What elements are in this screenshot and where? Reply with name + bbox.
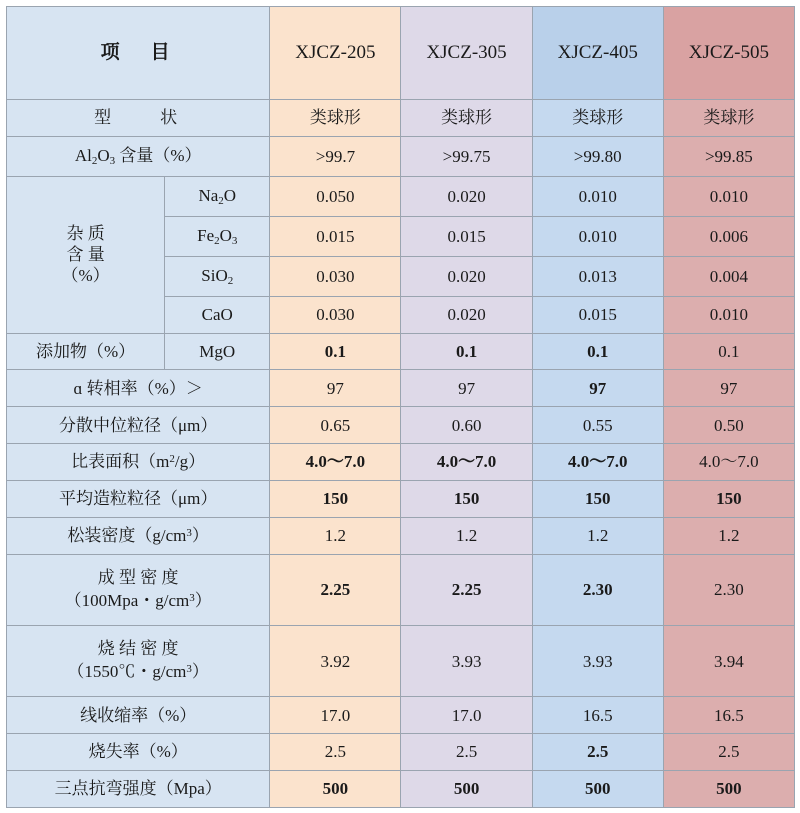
- sub-label-na2o: $Na_2O$: [165, 176, 270, 216]
- row-loss-on-ignition: [7, 734, 795, 771]
- header-col-xjcz-505: XJCZ-505: [663, 7, 794, 100]
- row-label-ssa: 比表面积$(m^2/g)$: [7, 444, 270, 481]
- cell-bulk-1: 1.2: [270, 517, 401, 554]
- cell-granule-1: 150: [270, 480, 401, 517]
- cell-mgo-4: 0.1: [663, 333, 794, 370]
- cell-bending-4: 500: [663, 771, 794, 808]
- cell-mgo-1: 0.1: [270, 333, 401, 370]
- cell-median-3: 0.55: [532, 407, 663, 444]
- cell-shrinkage-2: 17.0: [401, 697, 532, 734]
- cell-na2o-3: 0.010: [532, 176, 663, 216]
- cell-mgo-2: 0.1: [401, 333, 532, 370]
- cell-cao-4: 0.010: [663, 296, 794, 333]
- row-label-impurity: 杂 质 含 量 （%）: [7, 176, 165, 333]
- cell-ssa-3: 4.0～7.0: [532, 444, 663, 481]
- sub-label-cao: CaO: [165, 296, 270, 333]
- header-col-xjcz-405: XJCZ-405: [532, 7, 663, 100]
- row-label-granule-size: 平均造粒粒径（μm）: [7, 480, 270, 517]
- row-additive: [7, 333, 795, 370]
- cell-al2o3-1: >99.7: [270, 136, 401, 176]
- cell-sintered-1: 3.92: [270, 625, 401, 696]
- cell-fe2o3-2: 0.015: [401, 216, 532, 256]
- cell-alpha-4: 97: [663, 370, 794, 407]
- row-label-shape: 型 状: [7, 100, 270, 137]
- cell-shrinkage-4: 16.5: [663, 697, 794, 734]
- cell-ssa-2: 4.0～7.0: [401, 444, 532, 481]
- row-label-shrinkage: 线收缩率（%）: [7, 697, 270, 734]
- row-specific-surface-area: [7, 444, 795, 481]
- row-label-sintered-density: 烧 结 密 度 （1550℃・$g/cm^3$）: [7, 625, 270, 696]
- specification-table: [6, 6, 795, 808]
- row-shape: [7, 100, 795, 137]
- row-forming-density: [7, 554, 795, 625]
- cell-shape-2: 类球形: [401, 100, 532, 137]
- cell-loi-3: 2.5: [532, 734, 663, 771]
- cell-median-1: 0.65: [270, 407, 401, 444]
- row-alpha-conversion: [7, 370, 795, 407]
- row-label-forming-density: 成 型 密 度 （100Mpa・$g/cm^3$）: [7, 554, 270, 625]
- cell-forming-4: 2.30: [663, 554, 794, 625]
- cell-bending-1: 500: [270, 771, 401, 808]
- sub-label-fe2o3: $Fe_2O_3$: [165, 216, 270, 256]
- cell-alpha-2: 97: [401, 370, 532, 407]
- cell-median-2: 0.60: [401, 407, 532, 444]
- cell-shrinkage-1: 17.0: [270, 697, 401, 734]
- row-average-granule-size: [7, 480, 795, 517]
- cell-alpha-1: 97: [270, 370, 401, 407]
- cell-na2o-1: 0.050: [270, 176, 401, 216]
- row-label-alpha: ɑ 转相率（%）＞: [7, 370, 270, 407]
- cell-cao-3: 0.015: [532, 296, 663, 333]
- cell-bending-2: 500: [401, 771, 532, 808]
- cell-fe2o3-3: 0.010: [532, 216, 663, 256]
- row-three-point-bending-strength: [7, 771, 795, 808]
- row-label-median-size: 分散中位粒径（μm）: [7, 407, 270, 444]
- cell-sintered-2: 3.93: [401, 625, 532, 696]
- cell-forming-2: 2.25: [401, 554, 532, 625]
- cell-ssa-1: 4.0～7.0: [270, 444, 401, 481]
- cell-alpha-3: 97: [532, 370, 663, 407]
- cell-median-4: 0.50: [663, 407, 794, 444]
- row-impurity-na2o: [7, 176, 795, 216]
- cell-forming-1: 2.25: [270, 554, 401, 625]
- cell-sio2-4: 0.004: [663, 256, 794, 296]
- cell-granule-3: 150: [532, 480, 663, 517]
- cell-shrinkage-3: 16.5: [532, 697, 663, 734]
- cell-sintered-3: 3.93: [532, 625, 663, 696]
- cell-loi-2: 2.5: [401, 734, 532, 771]
- cell-loi-4: 2.5: [663, 734, 794, 771]
- header-col-xjcz-305: XJCZ-305: [401, 7, 532, 100]
- cell-na2o-2: 0.020: [401, 176, 532, 216]
- row-label-loi: 烧失率（%）: [7, 734, 270, 771]
- cell-fe2o3-4: 0.006: [663, 216, 794, 256]
- cell-na2o-4: 0.010: [663, 176, 794, 216]
- row-label-al2o3: $Al_2O_3$ 含量（%）: [7, 136, 270, 176]
- cell-fe2o3-1: 0.015: [270, 216, 401, 256]
- cell-bulk-4: 1.2: [663, 517, 794, 554]
- cell-forming-3: 2.30: [532, 554, 663, 625]
- cell-cao-2: 0.020: [401, 296, 532, 333]
- cell-shape-1: 类球形: [270, 100, 401, 137]
- cell-sintered-4: 3.94: [663, 625, 794, 696]
- cell-sio2-3: 0.013: [532, 256, 663, 296]
- cell-shape-3: 类球形: [532, 100, 663, 137]
- row-linear-shrinkage: [7, 697, 795, 734]
- row-label-additive: 添加物（%）: [7, 333, 165, 370]
- row-bulk-density: [7, 517, 795, 554]
- cell-al2o3-2: >99.75: [401, 136, 532, 176]
- cell-mgo-3: 0.1: [532, 333, 663, 370]
- cell-loi-1: 2.5: [270, 734, 401, 771]
- cell-granule-4: 150: [663, 480, 794, 517]
- sub-label-sio2: SiO$_2$: [165, 256, 270, 296]
- row-label-bulk-density: 松装密度$(g/cm^3)$: [7, 517, 270, 554]
- row-sintered-density: [7, 625, 795, 696]
- cell-bulk-3: 1.2: [532, 517, 663, 554]
- table-header-row: [7, 7, 795, 100]
- cell-bulk-2: 1.2: [401, 517, 532, 554]
- row-label-bending-strength: 三点抗弯强度（Mpa）: [7, 771, 270, 808]
- cell-al2o3-4: >99.85: [663, 136, 794, 176]
- cell-sio2-1: 0.030: [270, 256, 401, 296]
- sub-label-mgo: MgO: [165, 333, 270, 370]
- header-col-xjcz-205: XJCZ-205: [270, 7, 401, 100]
- cell-ssa-4: 4.0～7.0: [663, 444, 794, 481]
- cell-shape-4: 类球形: [663, 100, 794, 137]
- header-item-label: 项 目: [7, 7, 270, 100]
- cell-sio2-2: 0.020: [401, 256, 532, 296]
- row-al2o3-content: [7, 136, 795, 176]
- cell-al2o3-3: >99.80: [532, 136, 663, 176]
- cell-cao-1: 0.030: [270, 296, 401, 333]
- cell-bending-3: 500: [532, 771, 663, 808]
- row-median-particle-size: [7, 407, 795, 444]
- cell-granule-2: 150: [401, 480, 532, 517]
